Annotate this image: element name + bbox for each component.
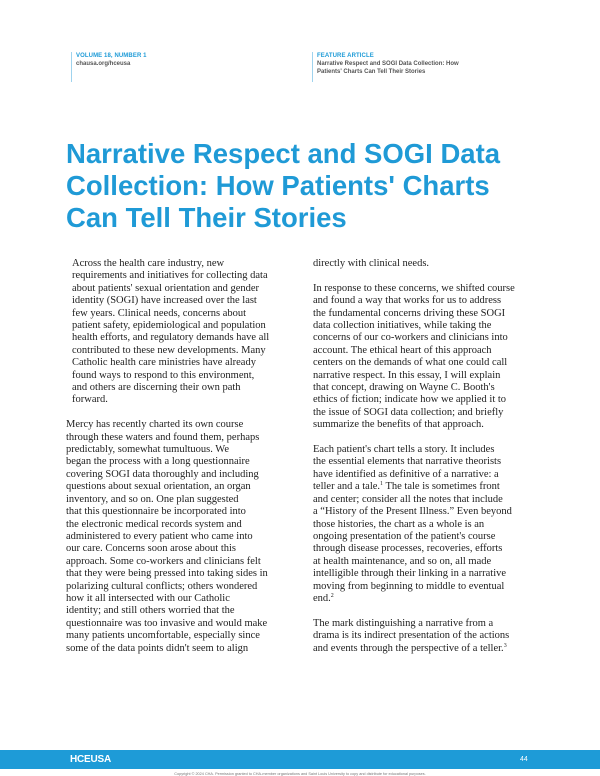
running-title-line: Narrative Respect and SOGI Data Collection: How xyxy=(317,61,459,67)
footnote-ref[interactable]: 3 xyxy=(503,642,507,649)
text-line: moving from beginning to middle to eventual xyxy=(313,580,505,592)
text-line: that concept, drawing on Wayne C. Booth's xyxy=(313,382,495,394)
text-line: patient safety, epidemiological and population xyxy=(72,320,266,332)
text-line: The mark distinguishing a narrative from a xyxy=(313,617,494,629)
text-line xyxy=(313,481,538,493)
text-line: narrative respect. In this essay, I will explain xyxy=(313,369,501,381)
text-line: inventory, and so on. One plan suggested xyxy=(66,493,239,505)
text-line: predictably, somewhat tumultuous. We xyxy=(66,444,230,456)
running-title-line: Patients' Charts Can Tell Their Stories xyxy=(317,69,426,75)
text-line: our care. Concerns soon arose about this xyxy=(66,543,236,555)
text-line: Across the health care industry, new xyxy=(72,258,225,269)
text-line: administered to every patient who came into xyxy=(66,530,253,542)
text-line: centers on the demands of what one could call xyxy=(313,357,508,369)
text-line: few years. Clinical needs, concerns about xyxy=(72,307,247,319)
text-line: intelligible through their linking in a narrative xyxy=(313,568,507,580)
volume-label: VOLUME 18, NUMBER 1 xyxy=(76,53,147,59)
text-line: about patients' sexual orientation and gender xyxy=(72,282,260,294)
paragraph xyxy=(66,419,291,655)
text-line: concerns of our co-workers and clinicians into xyxy=(313,332,508,344)
text-line: health efforts, and regulatory demands have all xyxy=(72,332,270,344)
text-line: requirements and initiatives for collecting data xyxy=(72,270,268,282)
text-line: identity (SOGI) have increased over the last xyxy=(72,295,257,307)
text-line: began the process with a long questionnaire xyxy=(66,456,250,468)
title-line: Can Tell Their Stories xyxy=(66,202,347,233)
text-line: questions about sexual orientation, an organ xyxy=(66,481,251,493)
text-line: have identified as definitive of a narrative: a xyxy=(313,468,499,480)
footer-bar xyxy=(0,750,600,769)
text-line: and found a way that works for us to address xyxy=(313,295,502,307)
left-column xyxy=(66,258,291,667)
title-line: Collection: How Patients' Charts xyxy=(66,170,490,201)
paragraph xyxy=(313,444,538,605)
text-line: how it all intersected with our Catholic xyxy=(66,592,230,604)
text-line: covering SOGI data thoroughly and including xyxy=(66,468,259,480)
text-line: summarize the benefits of that approach. xyxy=(313,419,484,431)
section-label: FEATURE ARTICLE xyxy=(317,53,374,59)
text-line: that this questionnaire be incorporated into xyxy=(66,506,246,518)
text-line: questionnaire was too invasive and would make xyxy=(66,617,268,629)
text-line: many patients uncomfortable, especially since xyxy=(66,630,260,642)
header-right xyxy=(317,52,507,76)
text-line: polarizing cultural conflicts; others wondered xyxy=(66,580,258,592)
text-line: found ways to respond to this environment, xyxy=(72,369,255,381)
text-line: through disease processes, recoveries, efforts xyxy=(313,543,503,555)
text-line: Mercy has recently charted its own course xyxy=(66,419,244,431)
title-line: Narrative Respect and SOGI Data xyxy=(66,138,501,169)
header-right-rule xyxy=(312,52,313,82)
footnote-ref[interactable]: 1 xyxy=(380,481,384,488)
text-line: a “History of the Present Illness.” Even beyond xyxy=(313,506,512,518)
right-column xyxy=(313,258,538,667)
header-left xyxy=(76,52,276,68)
paragraph xyxy=(313,618,538,655)
copyright-notice: Copyright © 2024 CHA. Permission granted to CHA-member organizations and Saint Louis University to copy and distribute for educational purposes. xyxy=(174,772,426,776)
text-line: data collection initiatives, while taking the xyxy=(313,320,492,332)
text-line: some of the data points didn't seem to align xyxy=(66,642,249,654)
text-line: and center; consider all the notes that include xyxy=(313,493,503,505)
text-line: that they were being pressed into taking sides in xyxy=(66,568,268,580)
text-line: contributed to these new developments. Many xyxy=(72,344,266,356)
text-line: the electronic medical records system and xyxy=(66,518,242,530)
text-line: the issue of SOGI data collection; and briefly xyxy=(313,406,504,418)
text-line: drama is its indirect presentation of the actions xyxy=(313,630,510,642)
text-line: Each patient's chart tells a story. It includes xyxy=(313,444,495,456)
header-left-rule xyxy=(71,52,72,82)
text-line: and others are discerning their own path xyxy=(72,382,241,394)
text-line: directly with clinical needs. xyxy=(313,258,430,269)
paragraph xyxy=(313,283,538,432)
text-run: The tale is sometimes front xyxy=(383,481,500,493)
text-line: those histories, the chart as a whole is an xyxy=(313,518,485,530)
text-run: end. xyxy=(313,592,331,604)
text-line: approach. Some co-workers and clinicians felt xyxy=(66,555,261,567)
footnote-ref[interactable]: 2 xyxy=(330,592,334,599)
text-run: and events through the perspective of a teller. xyxy=(313,642,504,654)
text-line: Catholic health care ministries have already xyxy=(72,357,256,369)
text-line xyxy=(313,593,538,605)
text-line: In response to these concerns, we shifted course xyxy=(313,282,515,294)
text-line: forward. xyxy=(72,394,108,406)
text-line: through these waters and found them, perhaps xyxy=(66,431,260,443)
text-line: identity; and still others worried that the xyxy=(66,605,235,617)
text-line: the essential elements that narrative theorists xyxy=(313,456,502,468)
article-title xyxy=(66,138,536,234)
text-line: the fundamental concerns driving these SOGI xyxy=(313,307,506,319)
text-line: ongoing presentation of the patient's course xyxy=(313,530,496,542)
text-line xyxy=(313,643,538,655)
text-run: teller and a tale. xyxy=(313,481,381,493)
text-line: account. The ethical heart of this approach xyxy=(313,344,492,356)
hceusa-logo: HCEUSA xyxy=(70,754,112,765)
journal-url[interactable]: chausa.org/hceusa xyxy=(76,61,131,67)
paragraph xyxy=(313,258,538,270)
text-line: at health maintenance, and so on, all made xyxy=(313,555,492,567)
text-line: ethics of fiction; indicate how we applied it to xyxy=(313,394,507,406)
paragraph xyxy=(66,258,291,407)
page-number: 44 xyxy=(520,756,528,763)
